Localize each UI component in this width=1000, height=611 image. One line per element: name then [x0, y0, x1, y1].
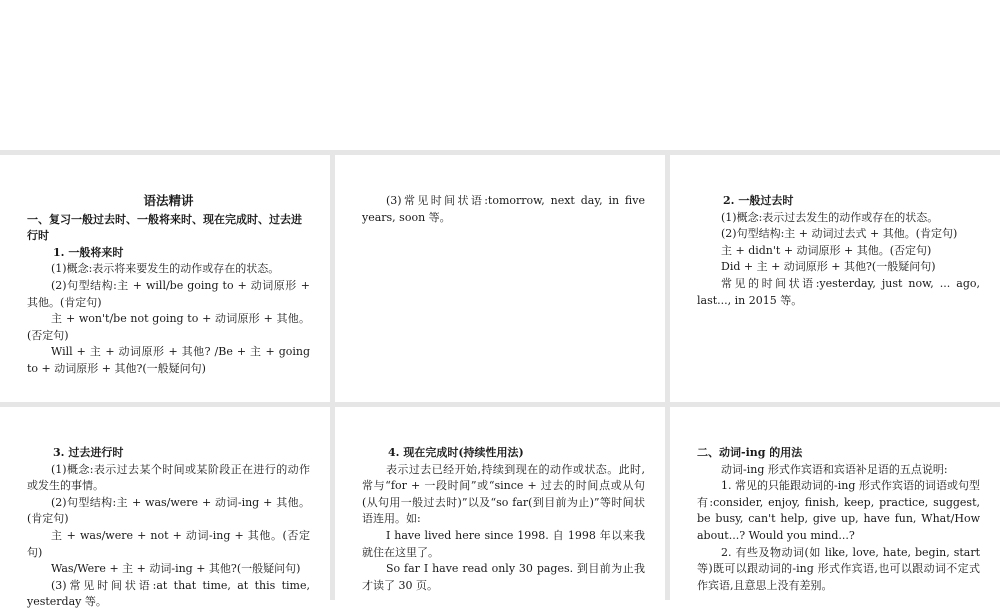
subsection-heading: 2. 一般过去时: [723, 194, 794, 207]
slide-panel-past-continuous: [0, 407, 330, 609]
text-line: 常见的时间状语:yesterday, just now, ... ago, last..., in 2015 等。: [697, 276, 980, 307]
slide-panel-past-tense: [670, 155, 1000, 402]
text-line: (1)概念:表示过去某个时间或某阶段正在进行的动作或发生的事情。: [27, 462, 310, 493]
text-line: Was/Were + 主 + 动词-ing + 其他?(一般疑问句): [51, 562, 301, 576]
text-line: (3)常见时间状语:tomorrow, next day, in five years, soon 等。: [362, 194, 645, 224]
text-line: (2)句型结构:主 + was/were + 动词-ing + 其他。(肯定句): [27, 495, 310, 526]
section-heading: 一、复习一般过去时、一般将来时、现在完成时、过去进行时: [27, 212, 302, 243]
text-line: (1)概念:表示过去发生的动作或存在的状态。: [721, 210, 939, 224]
slide-panel-present-perfect: [335, 407, 665, 600]
panel-title: 语法精讲: [143, 193, 194, 208]
subsection-heading: 1. 一般将来时: [53, 245, 124, 259]
text-line: 2. 有些及物动词(如 like, love, hate, begin, start 等)既可以跟动词的-ing 形式作宾语,也可以跟动词不定式作宾语,且意思上没有差别。: [697, 545, 980, 592]
text-line: 1. 常见的只能跟动词的-ing 形式作宾语的词语或句型有:consider, enjoy, finish, keep, practice, suggest, be busy, can't help, give up, have fun, What/How about...? Would you mind...?: [697, 479, 980, 542]
text-line: 动词-ing 形式作宾语和宾语补足语的五点说明:: [721, 462, 948, 476]
text-line: (2)句型结构:主 + 动词过去式 + 其他。(肯定句): [721, 227, 958, 241]
subsection-heading: 4. 现在完成时(持续性用法): [388, 446, 524, 459]
section-heading: 二、动词-ing 的用法: [697, 446, 803, 459]
text-line: (1)概念:表示将来要发生的动作或存在的状态。: [51, 262, 280, 276]
text-line: Will + 主 + 动词原形 + 其他? /Be + 主 + going to + 动词原形 + 其他?(一般疑问句): [27, 345, 310, 375]
text-line: (2)句型结构:主 + will/be going to + 动词原形 + 其他。(肯定句): [27, 278, 310, 309]
text-line: 主 + won't/be not going to + 动词原形 + 其他。(否定句): [27, 312, 310, 342]
slide-panel-future-tense-cont: [335, 155, 665, 402]
text-line: So far I have read only 30 pages. 到目前为止我才读了 30 页。: [362, 562, 645, 592]
subsection-heading: 3. 过去进行时: [53, 446, 124, 459]
text-line: Did + 主 + 动词原形 + 其他?(一般疑问句): [721, 260, 936, 274]
slide-panel-verb-ing: [670, 407, 1000, 600]
slide-panel-future-tense: [0, 155, 330, 402]
text-line: 表示过去已经开始,持续到现在的动作或状态。此时,常与“for + 一段时间”或“since + 过去的时间点或从句(从句用一般过去时)”以及“so far(到目前为止)”等时间状语连用。如:: [362, 462, 645, 526]
text-line: (3)常见时间状语:at that time, at this time, yesterday 等。: [27, 578, 310, 609]
text-line: 主 + was/were + not + 动词-ing + 其他。(否定句): [27, 528, 310, 559]
text-line: 主 + didn't + 动词原形 + 其他。(否定句): [721, 243, 932, 257]
text-line: I have lived here since 1998. 自 1998 年以来我就住在这里了。: [362, 528, 645, 559]
